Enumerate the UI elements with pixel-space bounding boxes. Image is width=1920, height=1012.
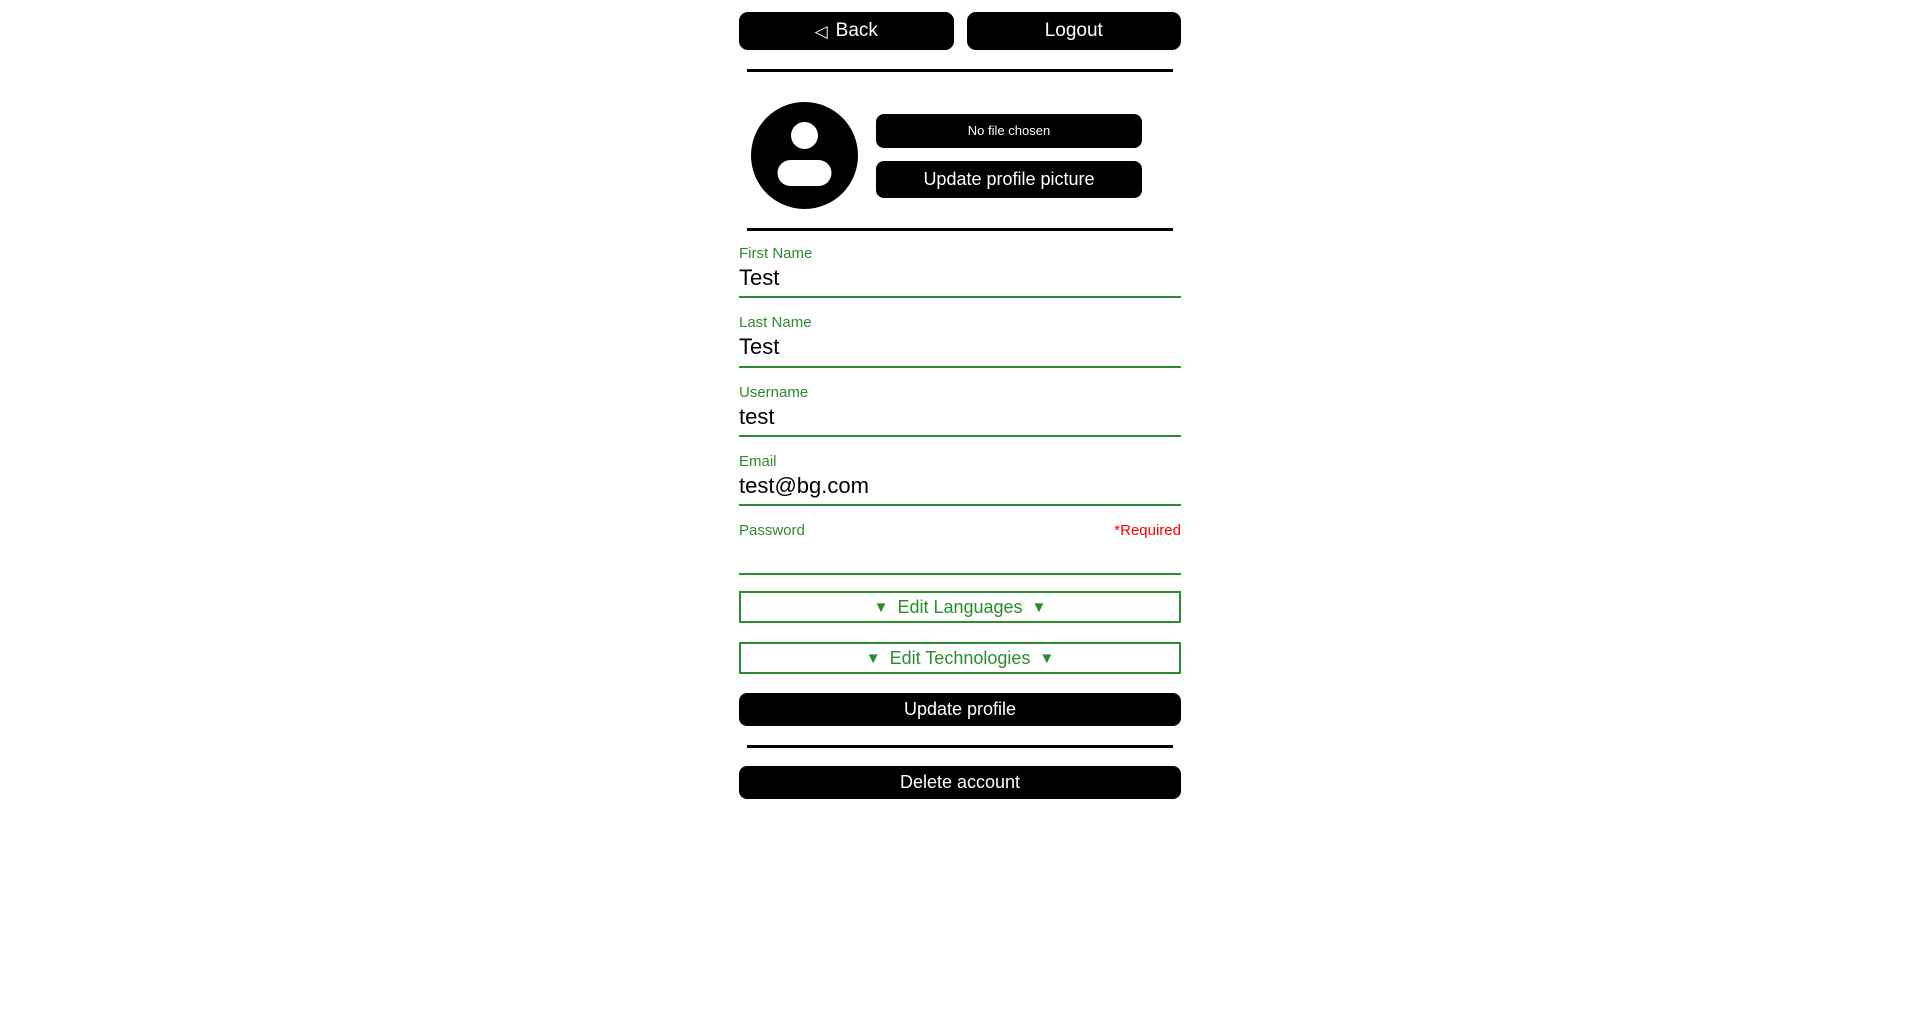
profile-form: [739, 245, 1181, 799]
logout-button-label: Logout: [1044, 20, 1103, 41]
field-username: [739, 384, 1181, 437]
first-name-input[interactable]: [739, 262, 1181, 298]
top-button-row: [739, 12, 1181, 50]
last-name-input[interactable]: [739, 331, 1181, 367]
back-button-label: Back: [835, 20, 878, 41]
person-avatar-icon: [751, 102, 858, 209]
email-input[interactable]: [739, 470, 1181, 506]
password-label: Password: [739, 522, 805, 540]
chevron-down-icon: ▼: [873, 598, 889, 616]
field-password: [739, 522, 1181, 575]
file-input-label: No file chosen: [967, 123, 1051, 138]
password-input[interactable]: [739, 539, 1181, 575]
chevron-down-icon: ▼: [1039, 649, 1055, 667]
password-required-note: *Required: [1114, 522, 1181, 540]
update-profile-button[interactable]: [739, 693, 1181, 726]
divider-bottom: [747, 745, 1173, 748]
email-label: Email: [739, 452, 777, 470]
divider-avatar: [747, 228, 1173, 231]
picture-upload-column: [876, 114, 1142, 198]
edit-technologies-button[interactable]: [739, 642, 1181, 674]
edit-languages-button[interactable]: [739, 591, 1181, 623]
delete-account-button[interactable]: [739, 766, 1181, 799]
update-picture-button[interactable]: [876, 161, 1142, 198]
update-profile-label: Update profile: [903, 699, 1017, 720]
chevron-down-icon: ▼: [865, 649, 881, 667]
divider-top: [747, 69, 1173, 72]
last-name-label: Last Name: [739, 314, 812, 332]
avatar-section: [739, 102, 1181, 209]
back-button[interactable]: [739, 12, 954, 50]
profile-page: [739, 0, 1181, 799]
first-name-label: First Name: [739, 245, 813, 262]
avatar: [751, 102, 858, 209]
edit-languages-label: Edit Languages: [897, 596, 1023, 617]
username-input[interactable]: [739, 401, 1181, 437]
field-last-name: [739, 314, 1181, 367]
edit-technologies-label: Edit Technologies: [889, 647, 1031, 668]
back-icon: ◁: [814, 21, 828, 41]
file-input-button[interactable]: [876, 114, 1142, 148]
update-picture-label: Update profile picture: [923, 168, 1095, 189]
field-first-name: [739, 245, 1181, 298]
chevron-down-icon: ▼: [1031, 598, 1047, 616]
field-email: [739, 453, 1181, 506]
logout-button[interactable]: [967, 12, 1182, 50]
delete-account-label: Delete account: [899, 772, 1021, 793]
username-label: Username: [739, 383, 809, 401]
